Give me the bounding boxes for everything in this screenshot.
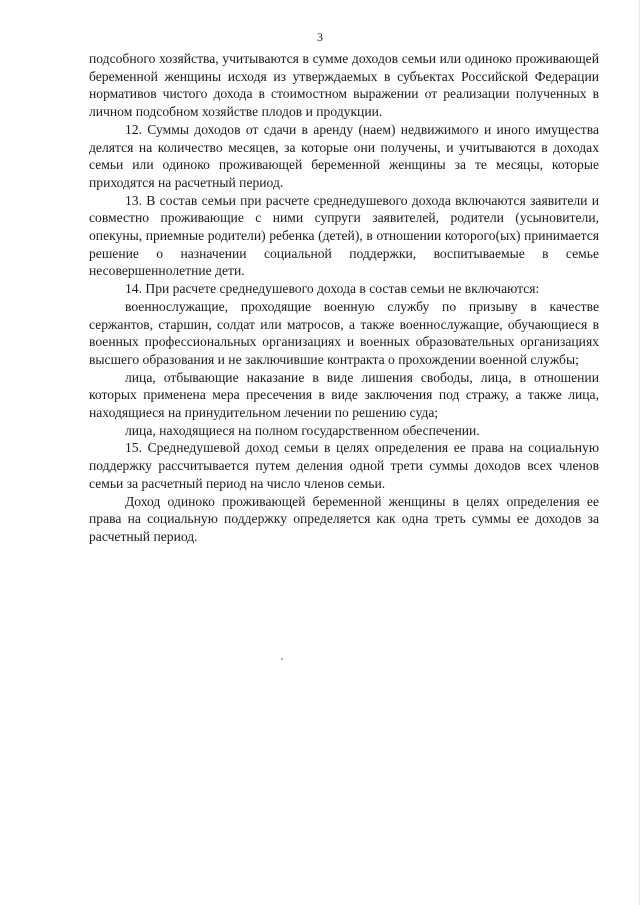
paragraph-14-state-support: лица, находящиеся на полном государственном обеспечении. <box>125 422 480 438</box>
paragraph-15: 15. Среднедушевой доход семьи в целях определения ее права на социальную поддержку рассчитывается путем деления одной трети суммы доходов всех членов семьи за расчетный период на число членов семьи. <box>89 440 599 491</box>
paragraph-continuation: подсобного хозяйства, учитываются в сумме доходов семьи или одиноко проживающей беременной женщины исходя из утверждаемых в субъектах Российской Федерации нормативов чистого дохода в стоимостном выражении от реализации полученных в личном подсобном хозяйстве плодов и продукции. <box>89 51 599 120</box>
paragraph-14-military: военнослужащие, проходящие военную службу по призыву в качестве сержантов, старшин, солдат или матросов, а также военнослужащие, обучающиеся в военных профессиональных организациях и военных образовательных организациях высшего образования и не заключившие контракта о прохождении военной службы; <box>89 298 599 367</box>
paragraph-15-single-pregnant: Доход одиноко проживающей беременной женщины в целях определения ее права на социальную поддержку определяется как одна треть суммы ее доходов за расчетный период. <box>89 493 599 544</box>
paragraph-14-prisoners: лица, отбывающие наказание в виде лишения свободы, лица, в отношении которых применена мера пресечения в виде заключения под стражу, а также лица, находящиеся на принудительном лечении по решению суда; <box>89 369 599 421</box>
document-body <box>89 50 599 546</box>
page-number: 3 <box>317 30 323 44</box>
paragraph-12: 12. Суммы доходов от сдачи в аренду (наем) недвижимого и иного имущества делятся на количество месяцев, за которые они получены, и учитываются в доходах семьи или одиноко проживающей беременной женщины за те месяцы, которые приходятся на расчетный период. <box>89 121 599 190</box>
paragraph-14: 14. При расчете среднедушевого дохода в состав семьи не включаются: <box>125 281 540 297</box>
scan-speck <box>281 658 283 660</box>
paragraph-13: 13. В состав семьи при расчете среднедушевого дохода включаются заявители и совместно проживающие с ними супруги заявителей, родители (усыновители, опекуны, приемные родители) ребенка (детей), в отношении которого(ых) принимается решение о назначении социальной поддержки, воспитываемые в семье несовершеннолетние дети. <box>89 192 599 279</box>
